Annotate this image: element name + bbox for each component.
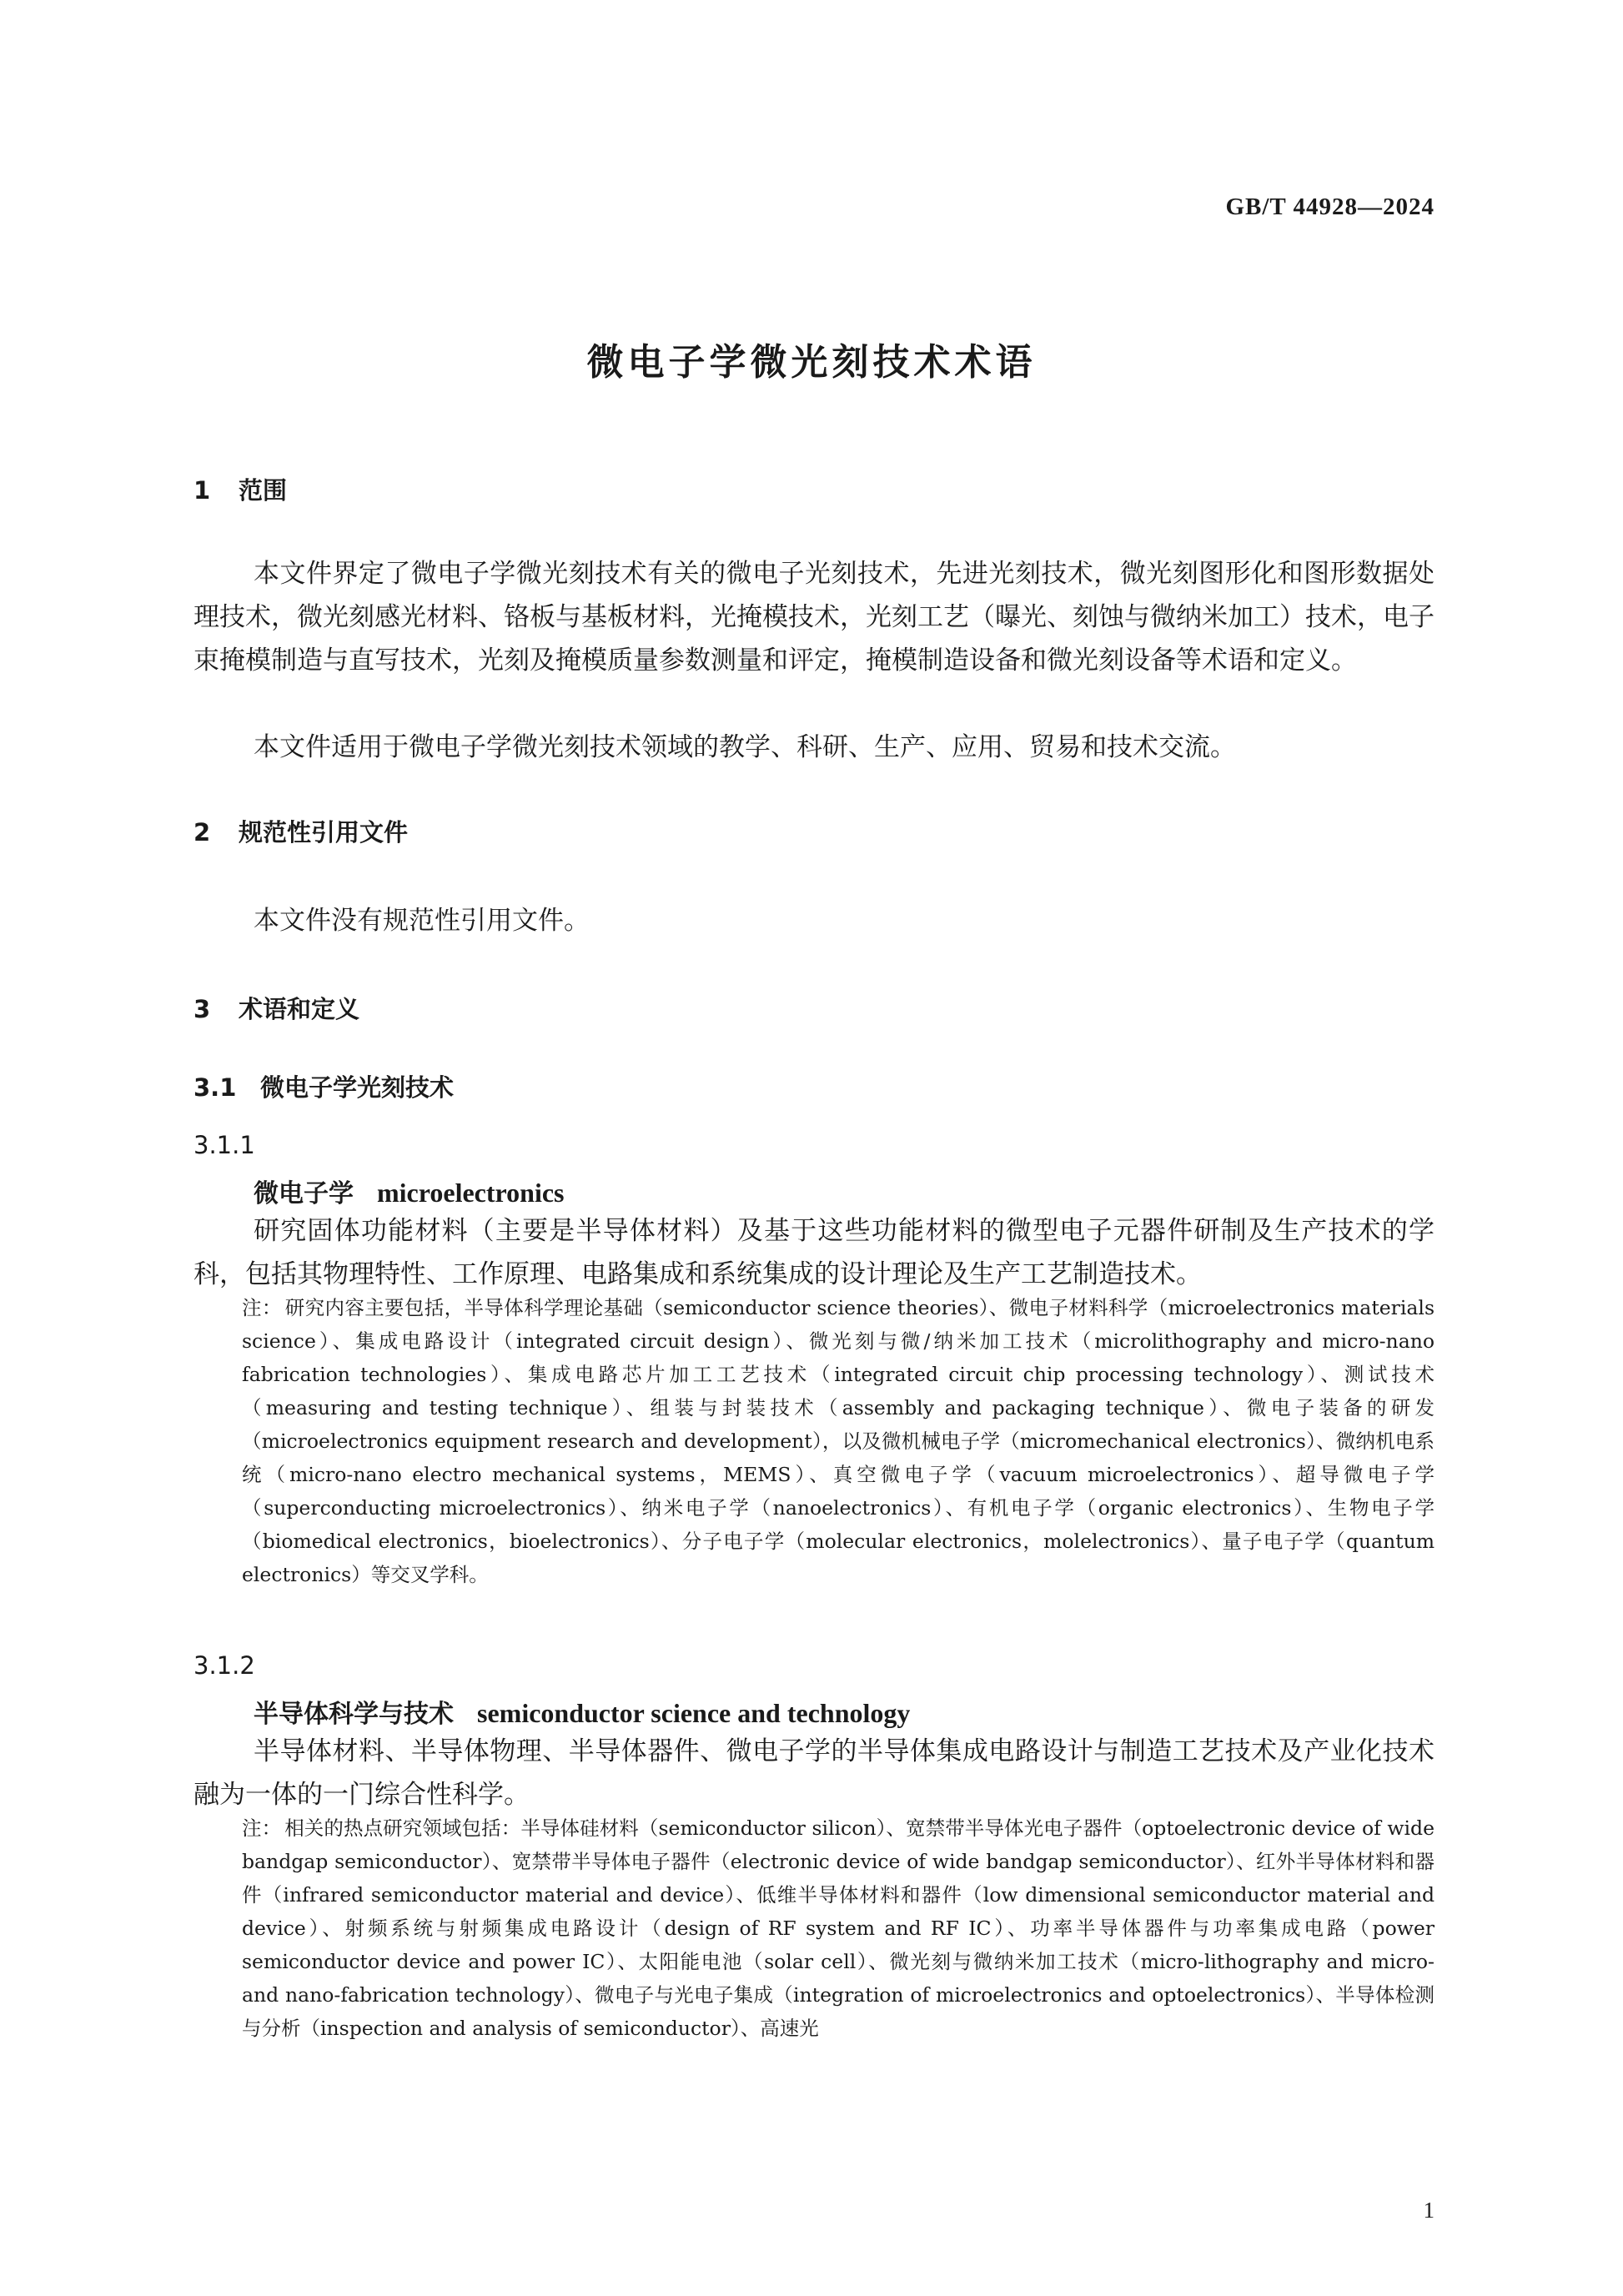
term-note [242, 1291, 1435, 1591]
subsection-title: 微电子学光刻技术 [260, 1073, 455, 1102]
section-number: 2 [193, 818, 211, 847]
section-2-heading [193, 814, 408, 848]
section-1-heading [193, 472, 287, 506]
note-text: 研究内容主要包括，半导体科学理论基础（semiconductor science theories）、微电子材料科学（microelectronics materials science）、集成电路设计（integrated circuit design）、微光刻与微/纳米加工技术（microlithography and micro-nano fabrication technologies）、集成电路芯片加工工艺技术（integrated circuit chip processing technology）、测试技术（measuring and testing technique）、组装与封装技术（assembly and packaging technique）、微电子装备的研发（microelectronics equipment research and development），以及微机械电子学（micromechanical electronics）、微纳机电系统（micro-nano electro mechanical systems，MEMS）、真空微电子学（vacuum microelectronics）、超导微电子学（superconducting microelectronics）、纳米电子学（nanoelectronics）、有机电子学（organic electronics）、生物电子学（biomedical electronics，bioelectronics）、分子电子学（molecular electronics，molelectronics）、量子电子学（quantum electronics）等交叉学科。 [242, 1296, 1435, 1586]
term-number: 3.1.1 [193, 1131, 255, 1159]
term-heading [254, 1693, 910, 1730]
term-en: microelectronics [377, 1178, 565, 1208]
section-title: 范围 [239, 476, 288, 505]
normative-references-paragraph: 本文件没有规范性引用文件。 [254, 906, 590, 936]
term-definition: 半导体材料、半导体物理、半导体器件、微电子学的半导体集成电路设计与制造工艺技术及产业化技术融为一体的一门综合性科学。 [193, 1736, 1435, 1810]
document-title: 微电子学微光刻技术术语 [586, 341, 1037, 384]
term-number: 3.1.2 [193, 1651, 255, 1680]
term-heading [254, 1173, 565, 1209]
section-number: 1 [193, 476, 211, 505]
note-label: 注： [242, 1816, 282, 1840]
subsection-3-1-heading [193, 1069, 454, 1103]
subsection-number: 3.1 [193, 1073, 237, 1102]
section-title: 规范性引用文件 [239, 818, 409, 847]
scope-paragraph-1: 本文件界定了微电子学微光刻技术有关的微电子光刻技术，先进光刻技术，微光刻图形化和图形数据处理技术，微光刻感光材料、铬板与基板材料，光掩模技术，光刻工艺（曝光、刻蚀与微纳米加工）技术，电子束掩模制造与直写技术，光刻及掩模质量参数测量和评定，掩模制造设备和微光刻设备等术语和定义。 [193, 559, 1435, 676]
term-definition: 研究固体功能材料（主要是半导体材料）及基于这些功能材料的微型电子元器件研制及生产技术的学科，包括其物理特性、工作原理、电路集成和系统集成的设计理论及生产工艺制造技术。 [193, 1216, 1435, 1289]
section-3-heading [193, 991, 359, 1025]
note-text: 相关的热点研究领域包括：半导体硅材料（semiconductor silicon）、宽禁带半导体光电子器件（optoelectronic device of wide bandgap semiconductor）、宽禁带半导体电子器件（electronic device of wide bandgap semiconductor）、红外半导体材料和器件（infrared semiconductor material and device）、低维半导体材料和器件（low dimensional semiconductor material and device）、射频系统与射频集成电路设计（design of RF system and RF IC）、功率半导体器件与功率集成电路（power semiconductor device and power IC）、太阳能电池（solar cell）、微光刻与微纳米加工技术（micro-lithography and micro- and nano-fabrication technology）、微电子与光电子集成（integration of microelectronics and optoelectronics）、半导体检测与分析（inspection and analysis of semiconductor）、高速光 [242, 1816, 1435, 2040]
page-number: 1 [1423, 2198, 1435, 2223]
term-zh: 微电子学 [254, 1179, 354, 1208]
section-title: 术语和定义 [239, 995, 360, 1023]
note-label: 注： [242, 1296, 282, 1319]
scope-paragraph-2: 本文件适用于微电子学微光刻技术领域的教学、科研、生产、应用、贸易和技术交流。 [254, 732, 1236, 762]
term-en: semiconductor science and technology [477, 1698, 911, 1728]
term-zh: 半导体科学与技术 [254, 1700, 454, 1729]
section-number: 3 [193, 995, 211, 1023]
standard-code: GB/T 44928—2024 [1225, 193, 1435, 220]
term-note [242, 1811, 1435, 2045]
